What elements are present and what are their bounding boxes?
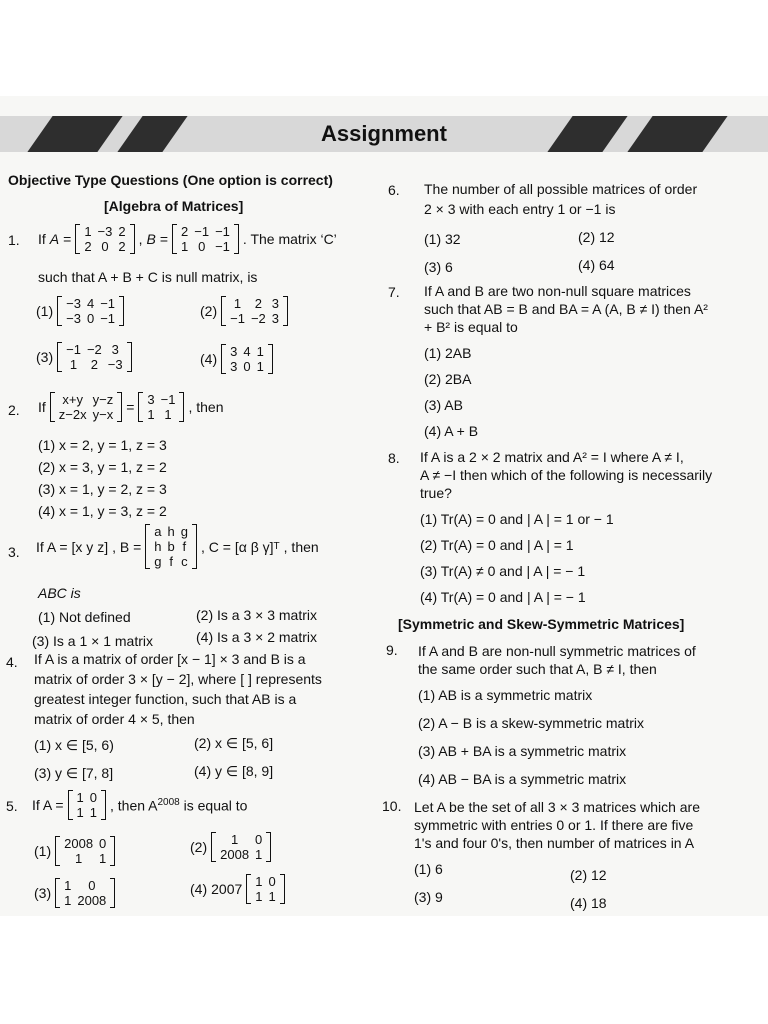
matrix-entry: 1	[74, 851, 83, 866]
q5-option-2-matrix	[211, 832, 271, 862]
q4-line-4: matrix of order 4 × 5, then	[34, 711, 195, 727]
q1-option-2-matrix	[221, 296, 288, 326]
matrix-entry: z−2x	[58, 407, 87, 422]
q2-option-3: (3) x = 1, y = 2, z = 3	[38, 481, 167, 497]
q4-option-1: (1) x ∈ [5, 6)	[34, 737, 114, 753]
q5m1-grid	[61, 836, 109, 866]
matrix-row	[63, 357, 125, 372]
q4-option-3: (3) y ∈ [7, 8]	[34, 765, 114, 781]
matrix-entry: 1	[84, 224, 92, 239]
q7-option-3: (3) AB	[424, 397, 463, 413]
q3B-grid	[151, 524, 191, 569]
q1-if: If	[38, 231, 46, 247]
matrix-row	[81, 224, 128, 239]
q2-matrix-lhs	[50, 392, 122, 422]
q3-number: 3.	[8, 544, 20, 560]
matrix-entry: −3	[107, 357, 123, 372]
q5m2-grid	[217, 832, 265, 862]
q6-line-1: The number of all possible matrices of order	[424, 181, 698, 197]
q5-option-4-scalar: 2007	[211, 881, 243, 897]
q9-option-2: (2) A − B is a skew-symmetric matrix	[418, 715, 644, 731]
matrix-row	[144, 407, 178, 422]
q1B-grid	[178, 224, 233, 254]
q7-line-3: + B² is equal to	[424, 319, 518, 335]
matrix-entry: f	[182, 539, 187, 554]
matrix-entry: 0	[198, 239, 206, 254]
q10-option-2: (2) 12	[570, 867, 607, 883]
q3-option-4: (4) Is a 3 × 2 matrix	[196, 629, 317, 645]
q5-option-4	[190, 874, 285, 904]
matrix-entry: 4	[86, 296, 95, 311]
matrix-entry: −2	[86, 342, 102, 357]
q1-option-1-matrix	[57, 296, 124, 326]
matrix-row	[178, 239, 233, 254]
matrix-entry: 1	[255, 889, 263, 904]
matrix-entry: 0	[255, 832, 263, 847]
matrix-row	[74, 790, 100, 805]
matrix-entry: 3	[147, 392, 155, 407]
q1-option-1	[36, 296, 124, 326]
q8-option-1: (1) Tr(A) = 0 and | A | = 1 or − 1	[420, 511, 614, 527]
matrix-entry: 1	[147, 407, 155, 422]
matrix-row	[61, 851, 109, 866]
q3-row-vector: [x y z]	[71, 538, 109, 555]
matrix-entry: 1	[233, 296, 242, 311]
q8-option-3: (3) Tr(A) ≠ 0 and | A | = − 1	[420, 563, 586, 579]
matrix-entry: 1	[69, 357, 78, 372]
q10-option-3: (3) 9	[414, 889, 443, 905]
matrix-row	[217, 847, 265, 862]
q9-option-4: (4) AB − BA is a symmetric matrix	[418, 771, 627, 787]
matrix-entry: y−z	[92, 392, 114, 407]
q5m4-grid	[252, 874, 278, 904]
matrix-entry: g	[154, 554, 162, 569]
q1-option-1-label: (1)	[36, 303, 54, 319]
q5A-grid	[74, 790, 100, 820]
matrix-entry: −2	[250, 311, 266, 326]
matrix-entry: 1	[164, 407, 172, 422]
q1-comma: ,	[138, 231, 143, 247]
matrix-row	[61, 878, 109, 893]
q6-option-4: (4) 64	[578, 257, 615, 273]
matrix-entry: x+y	[62, 392, 83, 407]
q9-line-1: If A and B are non-null symmetric matrices of	[418, 643, 696, 659]
q8-option-2: (2) Tr(A) = 0 and | A | = 1	[420, 537, 574, 553]
section-heading-algebra: [Algebra of Matrices]	[104, 198, 244, 214]
q1m4-grid	[227, 344, 267, 374]
matrix-entry: 1	[268, 889, 276, 904]
q5-matrix-a	[68, 790, 106, 820]
matrix-entry: 1	[255, 847, 263, 862]
matrix-row	[74, 805, 100, 820]
q10-line-1: Let A be the set of all 3 × 3 matrices which are	[414, 799, 700, 815]
matrix-entry: 1	[230, 832, 239, 847]
q1-equals-b: =	[159, 231, 169, 247]
q9-option-1: (1) AB is a symmetric matrix	[418, 687, 593, 703]
matrix-entry: y−x	[92, 407, 114, 422]
q8-option-4: (4) Tr(A) = 0 and | A | = − 1	[420, 589, 586, 605]
q5-option-2-label: (2)	[190, 839, 208, 855]
q3-line2: ABC is	[38, 585, 81, 601]
q5-tail: is equal to	[179, 797, 248, 814]
matrix-entry: f	[169, 554, 173, 569]
matrix-entry: −1	[230, 311, 245, 326]
q3-stem	[36, 524, 319, 569]
q10-option-4: (4) 18	[570, 895, 607, 911]
matrix-row	[252, 874, 278, 889]
matrix-entry: −1	[215, 224, 230, 239]
q6-option-1: (1) 32	[424, 231, 461, 247]
matrix-row	[252, 889, 278, 904]
q7-line-1: If A and B are two non-null square matrices	[424, 283, 691, 299]
q1m1-grid	[63, 296, 118, 326]
q2-equals: =	[126, 399, 135, 415]
q5-option-4-matrix	[246, 874, 284, 904]
q4-number: 4.	[6, 654, 18, 670]
matrix-row	[81, 239, 128, 254]
matrix-entry: 3	[111, 342, 119, 357]
matrix-entry: −1	[100, 296, 116, 311]
q1-a-symbol: A	[49, 231, 60, 247]
matrix-row	[144, 392, 178, 407]
q3-option-1: (1) Not defined	[38, 609, 131, 625]
matrix-entry: 1	[76, 805, 84, 820]
matrix-entry: 1	[64, 893, 72, 908]
matrix-entry: 0	[101, 239, 109, 254]
matrix-row	[227, 359, 267, 374]
matrix-entry: 3	[271, 311, 280, 326]
matrix-entry: −1	[215, 239, 230, 254]
q1-option-3	[36, 342, 132, 372]
q3-then: , then	[283, 538, 319, 555]
matrix-row	[227, 311, 282, 326]
matrix-entry: c	[181, 554, 188, 569]
q8-line-2: A ≠ −I then which of the following is necessarily	[420, 467, 713, 483]
matrix-row	[151, 554, 191, 569]
q1-option-3-label: (3)	[36, 349, 54, 365]
q7-option-4: (4) A + B	[424, 423, 479, 439]
q1-matrix-a	[75, 224, 134, 254]
matrix-entry: 2	[90, 357, 98, 372]
matrix-entry: 0	[99, 836, 107, 851]
q1-option-3-matrix	[57, 342, 131, 372]
q8-line-3: true?	[420, 485, 452, 501]
q5-then-text	[110, 797, 247, 814]
q1A-grid	[81, 224, 128, 254]
q5-option-1	[34, 836, 115, 866]
matrix-entry: h	[167, 524, 175, 539]
matrix-entry: 1	[256, 359, 264, 374]
q9-line-2: the same order such that A, B ≠ I, then	[418, 661, 657, 677]
matrix-entry: −1	[66, 342, 81, 357]
matrix-entry: a	[154, 524, 162, 539]
matrix-entry: 3	[230, 344, 238, 359]
section-heading-objective: Objective Type Questions (One option is correct)	[8, 172, 333, 188]
q3-option-2: (2) Is a 3 × 3 matrix	[196, 607, 317, 623]
q5-option-3	[34, 878, 115, 908]
matrix-entry: 0	[86, 311, 95, 326]
q3-c-equals: , C = [α β γ]	[200, 538, 274, 555]
q2-if: If	[38, 399, 46, 415]
q3-matrix-b	[145, 524, 197, 569]
q5-option-4-label: (4)	[190, 881, 208, 897]
q1-option-2-label: (2)	[200, 303, 218, 319]
matrix-row	[56, 407, 116, 422]
matrix-entry: 2	[118, 224, 126, 239]
q8-line-1: If A is a 2 × 2 matrix and A² = I where A ≠ I,	[420, 449, 684, 465]
q1-option-4	[200, 344, 273, 374]
matrix-entry: 0	[243, 359, 251, 374]
q6-number: 6.	[388, 182, 400, 198]
matrix-entry: g	[180, 524, 188, 539]
q10-line-2: symmetric with entries 0 or 1. If there are five	[414, 817, 694, 833]
matrix-row	[61, 836, 109, 851]
matrix-entry: 1	[76, 790, 84, 805]
q2-option-4: (4) x = 1, y = 3, z = 2	[38, 503, 167, 519]
q3-option-3: (3) Is a 1 × 1 matrix	[32, 633, 153, 649]
matrix-row	[151, 539, 191, 554]
q4-option-4: (4) y ∈ [8, 9]	[194, 763, 274, 779]
q2-option-1: (1) x = 2, y = 1, z = 3	[38, 437, 167, 453]
page-title: Assignment	[321, 121, 447, 146]
q10-option-1: (1) 6	[414, 861, 443, 877]
matrix-row	[217, 832, 265, 847]
q1-stem	[38, 224, 337, 254]
q2L-grid	[56, 392, 116, 422]
q7-line-2: such that AB = B and BA = A (A, B ≠ I) then A²	[424, 301, 708, 317]
matrix-entry: −3	[97, 224, 113, 239]
matrix-entry: 1	[89, 805, 97, 820]
q5m3-grid	[61, 878, 109, 908]
matrix-entry: b	[167, 539, 175, 554]
matrix-entry: 0	[89, 790, 97, 805]
matrix-row	[61, 893, 109, 908]
q1-matrix-b	[172, 224, 239, 254]
q5-option-1-label: (1)	[34, 843, 52, 859]
matrix-entry: 4	[243, 344, 251, 359]
matrix-row	[63, 296, 118, 311]
matrix-row	[56, 392, 116, 407]
q5-option-3-matrix	[55, 878, 115, 908]
q2-option-2: (2) x = 3, y = 1, z = 2	[38, 459, 167, 475]
q1-option-4-label: (4)	[200, 351, 218, 367]
q9-number: 9.	[386, 642, 398, 658]
q1-option-4-matrix	[221, 344, 273, 374]
q1m2-grid	[227, 296, 282, 326]
q2-stem	[38, 392, 223, 422]
q7-option-2: (2) 2BA	[424, 371, 472, 387]
q4-line-2: matrix of order 3 × [y − 2], where [ ] represents	[34, 671, 322, 687]
q9-option-3: (3) AB + BA is a symmetric matrix	[418, 743, 627, 759]
matrix-entry: 3	[230, 359, 238, 374]
matrix-entry: 2008	[77, 893, 107, 908]
q5-option-3-label: (3)	[34, 885, 52, 901]
matrix-entry: −3	[66, 296, 81, 311]
q1-line2: such that A + B + C is null matrix, is	[38, 269, 258, 285]
matrix-entry: 0	[268, 874, 276, 889]
q2-then: , then	[188, 399, 224, 415]
q5-if-a: If A =	[32, 797, 64, 813]
matrix-row	[227, 344, 267, 359]
q6-option-3: (3) 6	[424, 259, 453, 275]
q10-number: 10.	[382, 798, 402, 814]
q5-number: 5.	[6, 798, 18, 814]
section-heading-symmetric: [Symmetric and Skew-Symmetric Matrices]	[398, 616, 685, 632]
matrix-entry: 1	[99, 851, 107, 866]
matrix-entry: −1	[100, 311, 116, 326]
matrix-entry: −1	[160, 392, 176, 407]
matrix-row	[227, 296, 282, 311]
matrix-entry: h	[154, 539, 162, 554]
q3-if-a: If A =	[36, 538, 68, 555]
q5-option-2	[190, 832, 271, 862]
matrix-entry: 1	[181, 239, 189, 254]
matrix-entry: 2	[118, 239, 126, 254]
matrix-entry: 2008	[220, 847, 250, 862]
matrix-entry: 2	[254, 296, 262, 311]
q4-option-2: (2) x ∈ [5, 6]	[194, 735, 274, 751]
q2R-grid	[144, 392, 178, 422]
q6-line-2: 2 × 3 with each entry 1 or −1 is	[424, 201, 616, 217]
q7-option-1: (1) 2AB	[424, 345, 472, 361]
q7-number: 7.	[388, 284, 400, 300]
q4-line-1: If A is a matrix of order [x − 1] × 3 and B is a	[34, 651, 306, 667]
q1-number: 1.	[8, 232, 20, 248]
q1-tail: . The matrix ‘C’	[242, 231, 337, 247]
q4-line-3: greatest integer function, such that AB is a	[34, 691, 297, 707]
q6-option-2: (2) 12	[578, 229, 615, 245]
q3-transpose: T	[273, 541, 280, 552]
matrix-entry: 0	[88, 878, 96, 893]
matrix-entry: 2008	[64, 836, 94, 851]
matrix-entry: 1	[255, 874, 263, 889]
q3-b-equals: , B =	[112, 538, 142, 555]
q8-number: 8.	[388, 450, 400, 466]
q1m3-grid	[63, 342, 125, 372]
q2-matrix-rhs	[138, 392, 184, 422]
matrix-entry: −3	[66, 311, 81, 326]
matrix-row	[63, 342, 125, 357]
matrix-entry: −1	[194, 224, 210, 239]
q5-exponent: 2008	[157, 796, 180, 808]
q1-equals-a: =	[63, 231, 72, 247]
q2-number: 2.	[8, 402, 20, 418]
q1-b-symbol: B	[146, 231, 156, 247]
q10-line-3: 1's and four 0's, then number of matrices in A	[414, 835, 695, 851]
matrix-row	[63, 311, 118, 326]
q1-option-2	[200, 296, 288, 326]
q5-then: , then A	[110, 797, 158, 814]
matrix-entry: 2	[84, 239, 92, 254]
matrix-row	[151, 524, 191, 539]
q5-option-1-matrix	[55, 836, 115, 866]
matrix-row	[178, 224, 233, 239]
matrix-entry: 1	[256, 344, 264, 359]
matrix-entry: 2	[181, 224, 189, 239]
matrix-entry: 1	[64, 878, 72, 893]
matrix-entry: 3	[271, 296, 280, 311]
q5-stem	[32, 790, 247, 820]
